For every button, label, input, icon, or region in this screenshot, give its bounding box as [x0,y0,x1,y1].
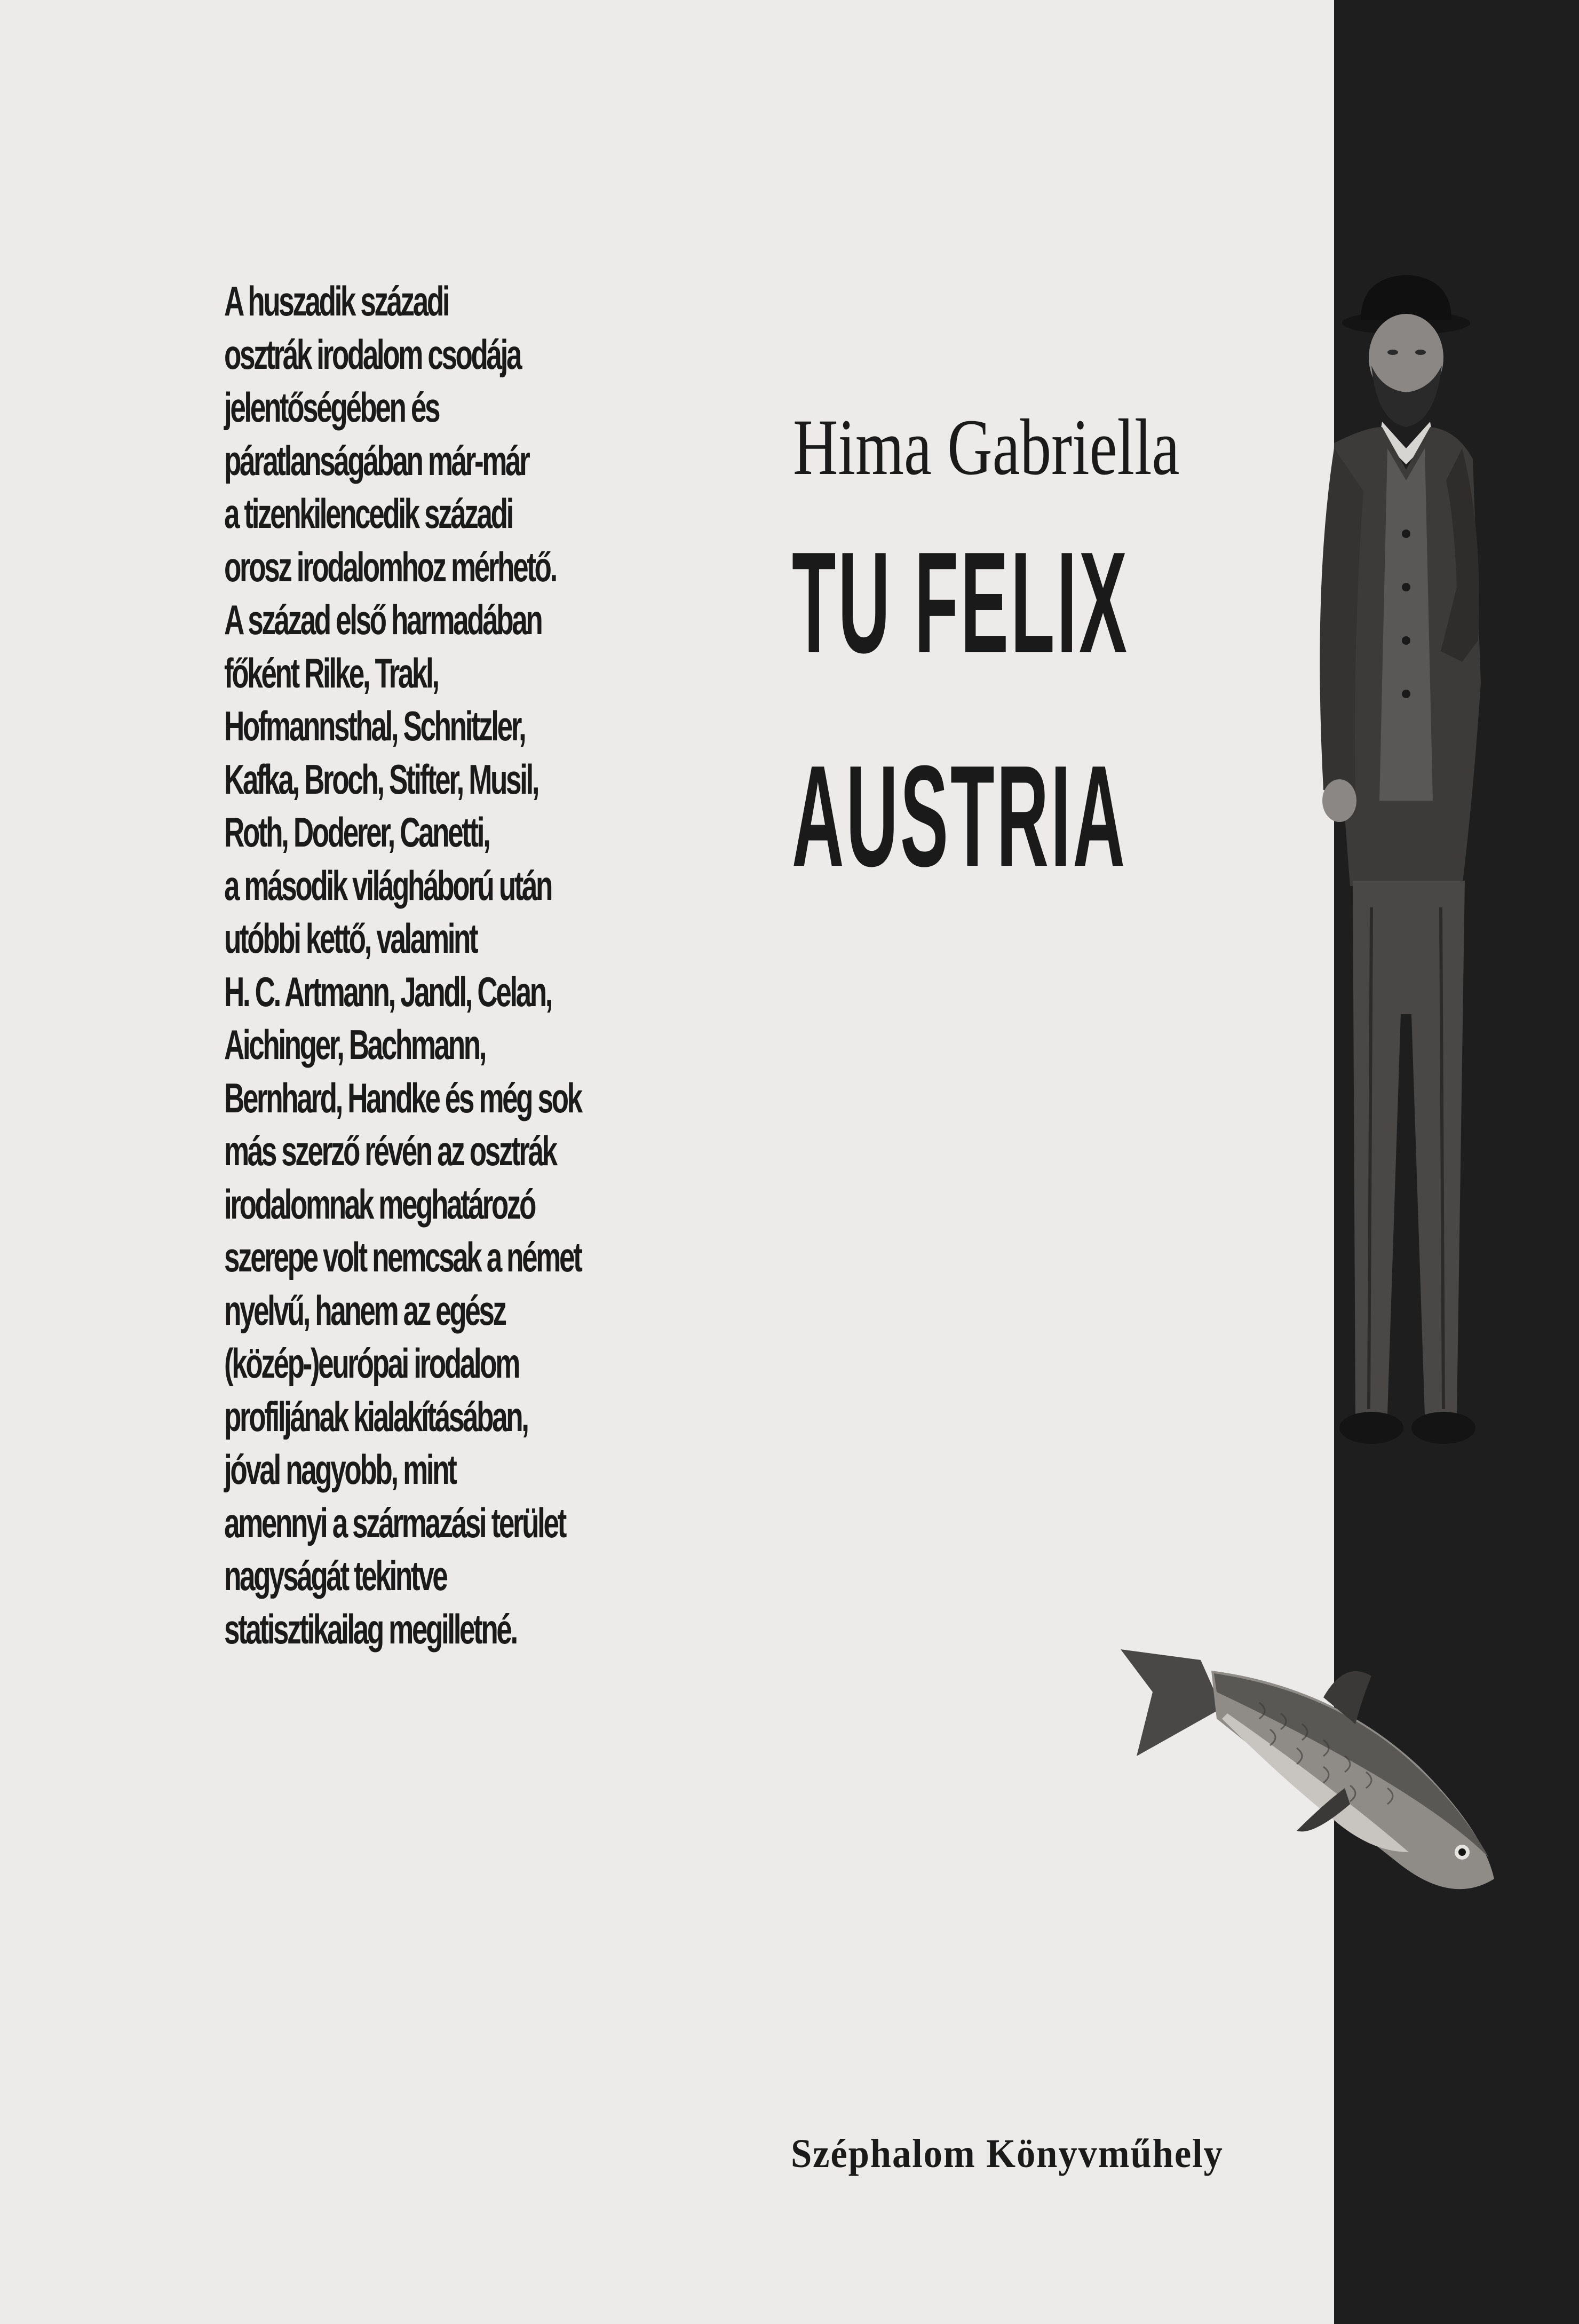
blurb-line: A huszadik századi [224,278,449,325]
blurb-line: Bernhard, Handke és még sok [224,1074,581,1121]
blurb-line: főként Rilke, Trakl, [224,649,438,697]
blurb-line: H. C. Artmann, Jandl, Celan, [224,968,552,1015]
blurb-line: utóbbi kettő, valamint [224,915,477,962]
blurb-line: Roth, Doderer, Canetti, [224,809,489,856]
blurb-line: amennyi a származási terület [224,1499,565,1546]
blurb-line: jóval nagyobb, mint [224,1446,456,1493]
blurb-line: irodalomnak meghatározó [224,1180,535,1228]
blurb-line: Hofmannsthal, Schnitzler, [224,702,525,749]
blurb-line: más szerző révén az osztrák [224,1127,556,1174]
blurb-line: jelentőségében és [224,384,439,431]
blurb-line: A század első harmadában [224,596,542,643]
blurb-line: statisztikailag megilletné. [224,1605,517,1653]
man-in-bowler-hat-illustration [1302,267,1483,1473]
author-name: Hima Gabriella [793,403,1180,492]
blurb-line: nagyságát tekintve [224,1552,447,1599]
blurb-line: szerepe volt nemcsak a német [224,1234,581,1280]
publisher-name: Széphalom Könyvműhely [791,2131,1224,2176]
blurb-line: nyelvű, hanem az egész [224,1286,505,1334]
book-title-line-2: AUSTRIA [792,736,1127,897]
blurb-line: osztrák irodalom csodája [224,330,521,378]
blurb-line: páratlanságában már-már [224,437,529,484]
blurb-line: (közép-)európai irodalom [224,1340,519,1387]
leaping-fish-illustration [1121,1628,1505,1916]
blurb-line: profiljának kialakításában, [224,1393,528,1440]
blurb-line: Aichinger, Bachmann, [224,1021,486,1068]
blurb-line: a második világháború után [224,861,552,909]
book-title-line-1: TU FELIX [792,523,1129,683]
blurb-line: a tizenkilencedik századi [224,490,512,537]
blurb-line: orosz irodalomhoz mérhető. [224,543,556,590]
blurb-line: Kafka, Broch, Stifter, Musil, [224,755,538,803]
back-cover-blurb [224,275,811,1656]
